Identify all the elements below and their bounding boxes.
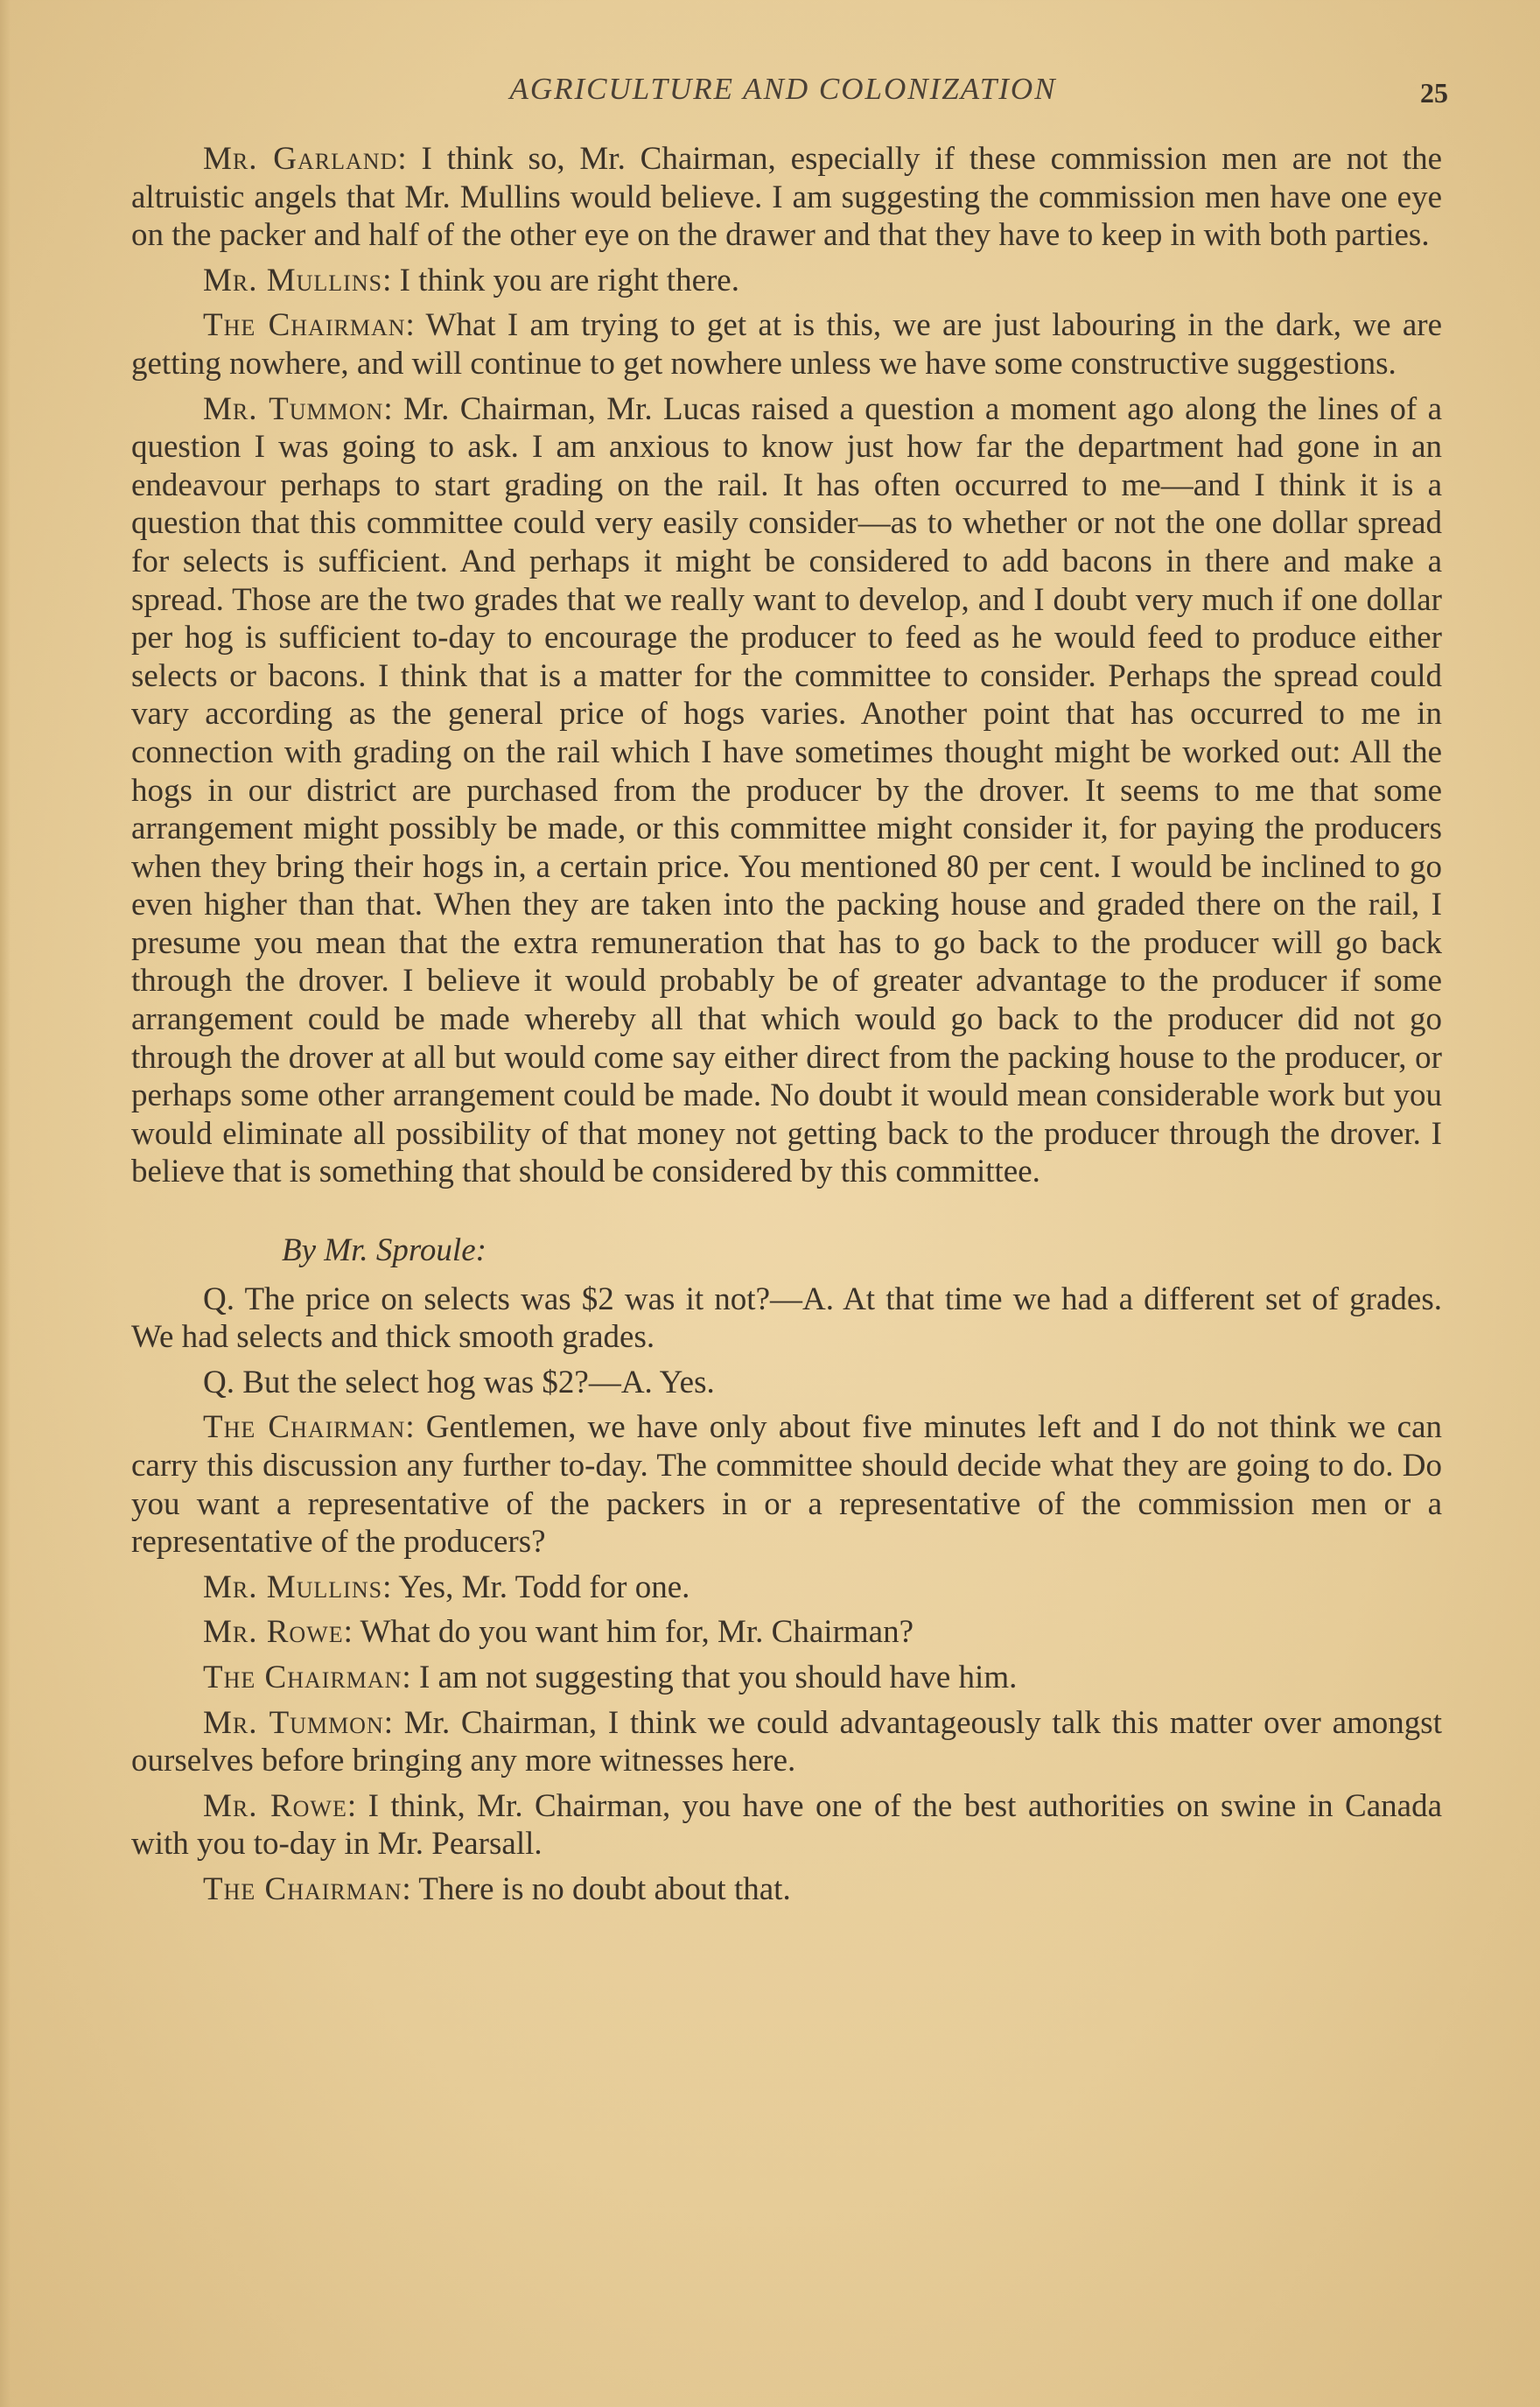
paragraph-text: : There is no doubt about that. <box>402 1870 791 1907</box>
speaker-name: Mr. Tummon <box>203 1704 384 1741</box>
question-answer: Q. The price on selects was $2 was it not?—A. At that time we had a different set of grades. We had selects and thick smooth grades. <box>131 1281 1442 1356</box>
speaker-name: Mr. Garland <box>203 141 398 177</box>
paragraph-mullins <box>131 262 1442 300</box>
paragraph-garland <box>131 140 1442 255</box>
paragraph-text: : Mr. Chairman, I think we could advantageously talk this matter over amongst ourselves before bringing any more witnesses here. <box>131 1704 1442 1779</box>
speaker-name: Mr. Mullins <box>203 1568 383 1605</box>
paragraph-rowe <box>131 1787 1442 1863</box>
page-header <box>0 68 1540 121</box>
page-edge-shadow <box>0 0 10 2407</box>
speaker-name: Mr. Rowe <box>203 1787 347 1824</box>
paragraph-text: : What do you want him for, Mr. Chairman? <box>343 1614 914 1651</box>
speaker-name: The Chairman <box>203 1409 406 1446</box>
speaker-name: The Chairman <box>203 1870 402 1907</box>
examiner-heading: By Mr. Sproule: <box>282 1232 486 1269</box>
paragraph-rowe <box>131 1613 1442 1652</box>
paragraph-tummon <box>131 390 1442 1191</box>
paragraph-chairman <box>131 1659 1442 1697</box>
paragraph-text: : Gentlemen, we have only about five minutes left and I do not think we can carry this discussion any further to-day. The committee should decide what they are going to do. Do you want a representative of the packers in or a representative of the commission men or a representative of the producers? <box>131 1409 1442 1561</box>
paragraph-tummon <box>131 1704 1442 1780</box>
paragraph-text: : I think you are right there. <box>382 262 739 298</box>
running-head: AGRICULTURE AND COLONIZATION <box>509 72 1057 106</box>
transcript-body <box>131 140 1442 1916</box>
question-answer: Q. But the select hog was $2?—A. Yes. <box>203 1364 715 1400</box>
paragraph-text: : What I am trying to get at is this, we are just labouring in the dark, we are getting nowhere, and will continue to get nowhere unless we have some constructive suggestions. <box>131 307 1442 382</box>
paragraph-chairman <box>131 306 1442 382</box>
paragraph-mullins <box>131 1568 1442 1607</box>
speaker-name: Mr. Rowe <box>203 1614 344 1651</box>
paragraph-text: : Yes, Mr. Todd for one. <box>382 1568 690 1605</box>
paragraph-text: : I think, Mr. Chairman, you have one of the best authorities on swine in Canada with you to-day in Mr. Pearsall. <box>131 1787 1442 1863</box>
paragraph-text: : I am not suggesting that you should have him. <box>402 1659 1018 1695</box>
speaker-name: Mr. Tummon <box>203 390 384 427</box>
speaker-name: The Chairman <box>203 1659 402 1695</box>
paragraph-chairman <box>131 1408 1442 1561</box>
paragraph-text: : I think so, Mr. Chairman, especially if these commission men are not the altruistic angels that Mr. Mullins would believe. I am suggesting the commission men have one eye on the packer and half of the other eye on the drawer and that they have to keep in with both parties. <box>131 141 1442 254</box>
speaker-name: Mr. Mullins <box>203 262 383 298</box>
page-number: 25 <box>1420 77 1448 109</box>
paragraph-chairman <box>131 1870 1442 1909</box>
paragraph-text: : Mr. Chairman, Mr. Lucas raised a question a moment ago along the lines of a question I was going to ask. I am anxious to know just how far the department had gone in an endeavour perhaps to start grading on the rail. It has often occurred to me—and I think it is a question that this committee could very easily consider—as to whether or not the one dollar spread for selects is sufficient. And perhaps it might be considered to add bacons in there and make a spread. Those are the two grades that we really want to develop, and I doubt very much if one dollar per hog is sufficient to-day to encourage the producer to feed as he would feed to produce either selects or bacons. I think that is a matter for the committee to consider. Perhaps the spread could vary according as the general price of hogs varies. Another point that has occurred to me in connection with grading on the rail which I have sometimes thought might be worked out: All the hogs in our district are purchased from the producer by the drover. It seems to me that some arrangement might possibly be made, or this committee might consider it, for paying the producers when they bring their hogs in, a certain price. You mentioned 80 per cent. I would be inclined to go even higher than that. When they are taken into the packing house and graded there on the rail, I presume you mean that the extra remuneration that has to go back to the producer will go back through the drover. I believe it would probably be of greater advantage to the producer if some arrangement could be made whereby all that which would go back to the producer did not go through the drover at all but would come say either direct from the packing house to the producer, or perhaps some other arrangement could be made. No doubt it would mean considerable work but you would eliminate all possibility of that money not getting back to the producer through the drover. I believe that is something that should be considered by this committee. <box>131 390 1442 1190</box>
speaker-name: The Chairman <box>203 307 406 344</box>
